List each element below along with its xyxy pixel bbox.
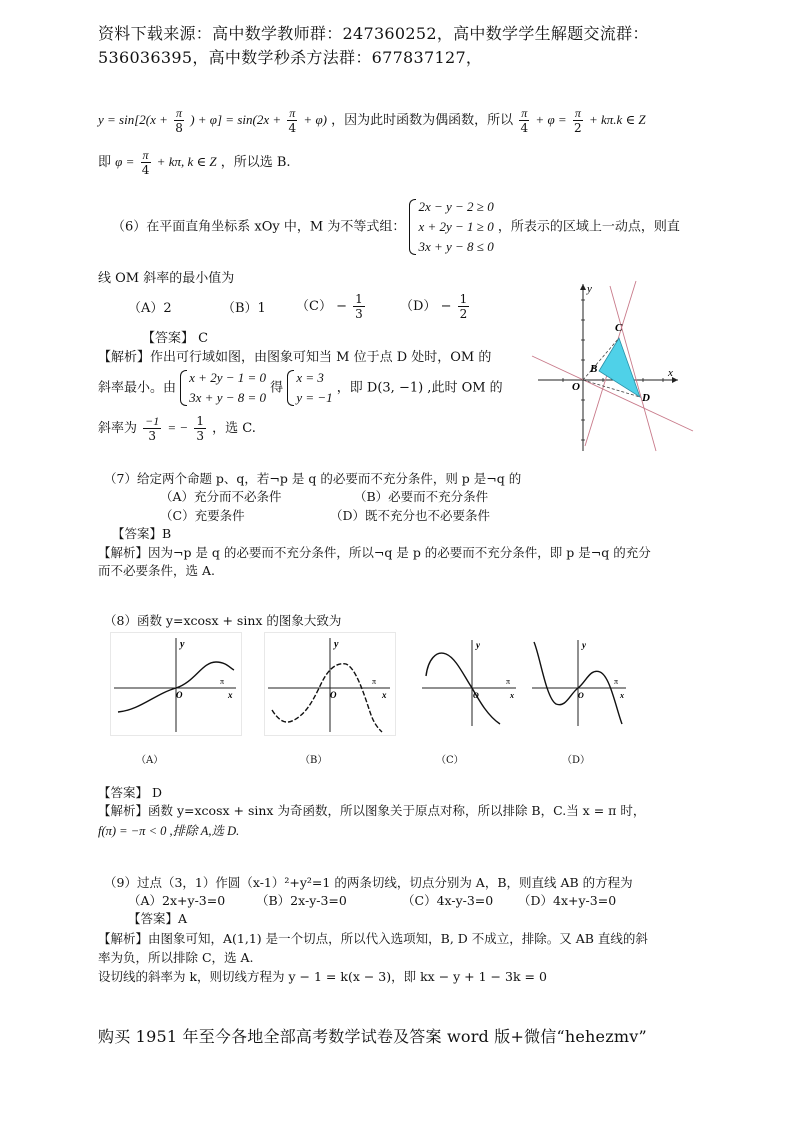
svg-text:x: x [382,690,387,700]
header [98,22,649,70]
q7-option-c: （C）充要条件 [160,508,245,523]
q9-option-d: （D）4x+y-3=0 [518,893,617,908]
q8-graph-a [110,632,242,736]
svg-text:y: y [334,639,339,650]
q6-answer: 【答案】 C [142,331,209,346]
svg-text:y: y [476,640,480,650]
graph-point-b: B [590,363,598,375]
q7-option-b: （B）必要而不充分条件 [354,489,489,504]
q9-explanation-1: 【解析】由图象可知，A(1,1) 是一个切点，所以代入选项知，B, D 不成立，排除。又 AB 直线的斜 [98,931,648,946]
svg-text:π: π [220,677,225,686]
q6-explanation-2: 斜率最小。由 x + 2y − 1 = 0 3x + y − 8 = 0 得 x = 3 y = −1 ，即 D(3, −1) ,此时 OM 的 [98,368,503,408]
q7-option-a: （A）充分而不必条件 [160,489,282,504]
q7-explanation-2: 而不必要条件，选 A. [98,563,215,578]
graph-x-label: x [668,367,673,379]
q6-option-d: （D） − $\frac{1}{2}$ [400,292,468,321]
q8-explanation-1: 【解析】函数 y=xcosx + sinx 为奇函数，所以图象关于原点对称，所以排除 B，C.当 x = π 时， [98,803,646,818]
q9-stem: （9）过点（3，1）作圆（x-1）²+y²=1 的两条切线，切点分别为 A，B，则直线 AB 的方程为 [104,875,633,890]
svg-text:π: π [372,677,377,686]
svg-text:x: x [620,691,624,700]
q8-explanation-2: f(π) = −π < 0 ,排除 A,选 D. [98,824,240,838]
header-line-2: 536036395，高中数学秒杀方法群：677837127， [98,48,483,67]
q9-option-b: （B）2x-y-3=0 [256,893,347,908]
feasible-region [599,338,640,397]
svg-text:O: O [330,690,337,700]
header-line-1: 资料下载来源：高中数学教师群：247360252，高中数学学生解题交流群： [98,24,649,43]
svg-text:y: y [180,639,185,650]
q7-option-d: （D）既不充分也不必要条件 [330,508,491,523]
q7-stem: （7）给定两个命题 p、q，若¬p 是 q 的必要而不充分条件，则 p 是¬q 的 [104,471,522,486]
q5-equation-line: y = sin[2(x + $\frac{\pi}{8}$ ) + φ] = sin(2x + $\frac{\pi}{4}$ + φ) ，因为此时函数为偶函数，所以 $\frac{\pi}{4}$ + φ = $\frac{\pi}{2}$ + kπ.k ∈ Z [98,106,646,135]
q8-label-b: （B） [300,755,328,766]
q9-explanation-2: 率为负，所以排除 C，选 A. [98,950,254,965]
q8-stem: （8）函数 y=xcosx + sinx 的图象大致为 [104,613,342,628]
x-arrow-icon [672,377,678,383]
q6-explanation-3: 斜率为 $\frac{-1}{3}$ = − $\frac{1}{3}$ ，选 C. [98,414,256,443]
q6-option-b: （B）1 [222,301,266,316]
q8-answer: 【答案】 D [98,785,162,800]
svg-text:y: y [582,640,586,650]
svg-text:O: O [578,691,584,700]
graph-point-c: C [615,322,623,334]
q6-explanation-1: 【解析】作出可行域如图，由图象可知当 M 位于点 D 处时，OM 的 [98,350,492,365]
graph-origin-label: O [572,381,580,393]
q6-option-a: （A）2 [128,301,172,316]
svg-text:O: O [176,690,183,700]
q6-inequality-system: 2x − y − 2 ≥ 0 x + 2y − 1 ≥ 0 3x + y − 8 ≤ 0 [409,197,493,257]
q6-stem: （6）在平面直角坐标系 xOy 中，M 为不等式组： 2x − y − 2 ≥ 0 x + 2y − 1 ≥ 0 3x + y − 8 ≤ 0 ，所表示的区域上一动点，则直 [112,197,680,257]
q6-option-c: （C） − $\frac{1}{3}$ [296,292,363,321]
q8-graph-b [264,632,396,736]
q6-stem-cont: 线 OM 斜率的最小值为 [98,271,235,286]
svg-text:O: O [473,691,479,700]
q8-graph-d [528,636,632,728]
graph-y-label: y [587,283,592,295]
q9-answer: 【答案】A [128,911,188,926]
q9-option-a: （A）2x+y-3=0 [128,893,226,908]
q8-label-c: （C） [436,755,464,766]
q9-option-c: （C）4x-y-3=0 [402,893,494,908]
q8-label-a: （A） [136,755,164,766]
q5-conclusion-line: 即 φ = $\frac{\pi}{4}$ + kπ, k ∈ Z ，所以选 B. [98,148,291,177]
q9-explanation-3: 设切线的斜率为 k，则切线方程为 y − 1 = k(x − 3)，即 kx − y + 1 − 3k = 0 [98,969,547,984]
q7-explanation-1: 【解析】因为¬p 是 q 的必要而不充分条件，所以¬q 是 p 的必要而不充分条件，即 p 是¬q 的充分 [98,545,651,560]
q8-graph-c [418,636,522,728]
y-arrow-icon [580,284,586,290]
svg-text:x: x [228,690,233,700]
footer-ad: 购买 1951 年至今各地全部高考数学试卷及答案 word 版+微信“hehezmv” [98,1027,647,1046]
q6-feasible-region-graph [528,276,698,456]
graph-point-d: D [642,392,650,404]
svg-text:x: x [510,691,514,700]
svg-text:π: π [506,677,511,686]
q7-answer: 【答案】B [112,526,172,541]
svg-text:π: π [614,677,619,686]
q8-label-d: （D） [562,755,591,766]
